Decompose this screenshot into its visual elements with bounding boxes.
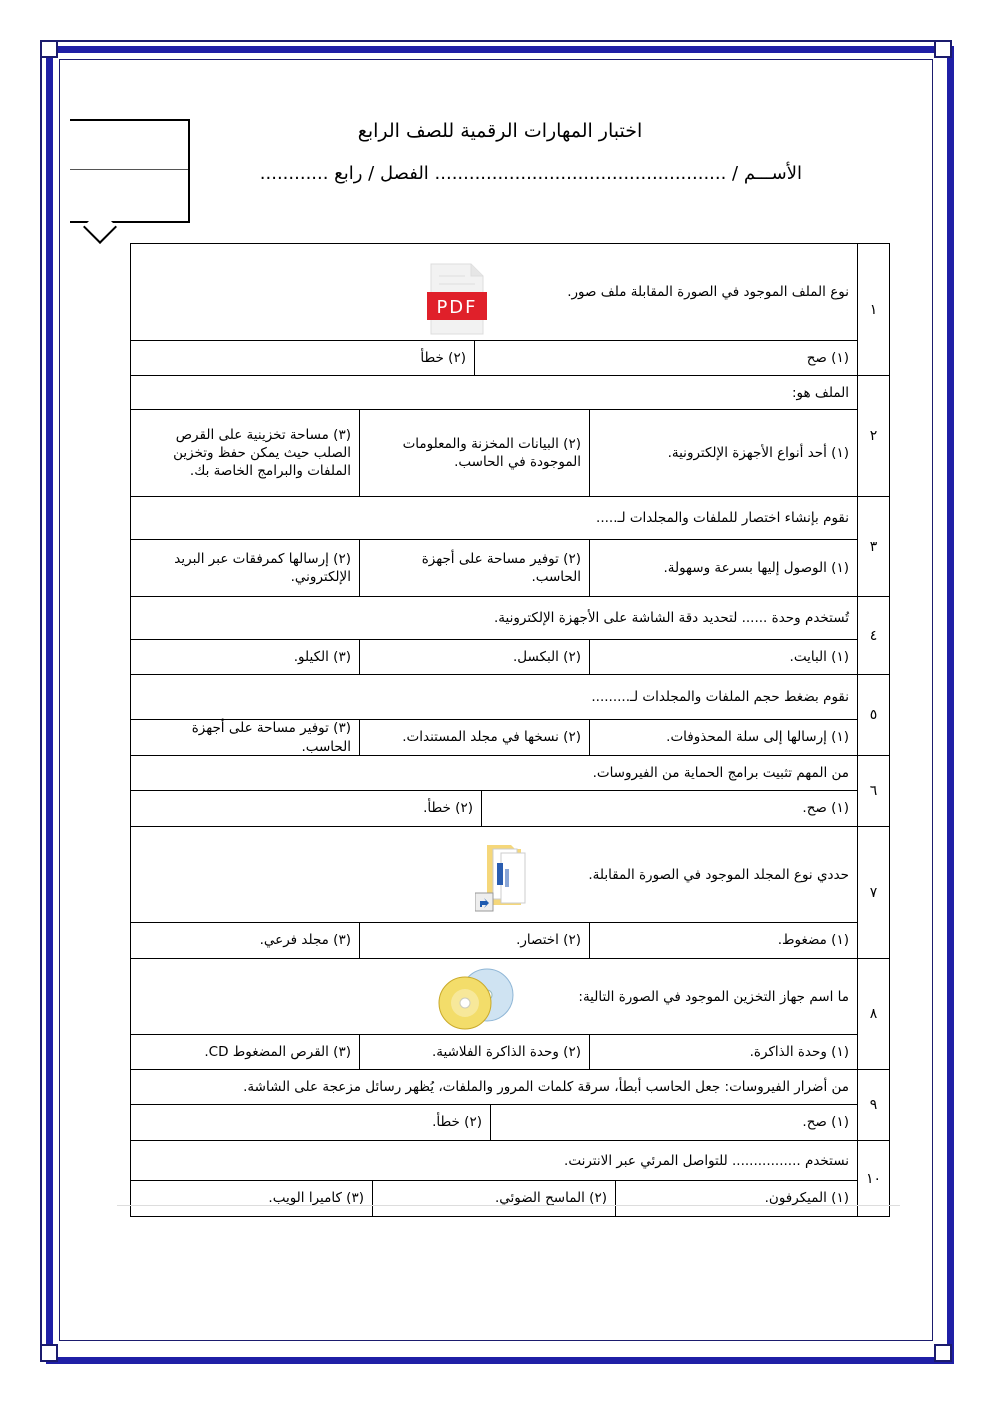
question-body [131,675,857,755]
question-text: تُستخدم وحدة ...... لتحديد دقة الشاشة على الأجهزة الإلكترونية. [494,610,849,626]
question-number: ٣ [857,497,889,596]
answer-option[interactable]: (١) البايت. [589,640,857,674]
question-number: ٨ [857,959,889,1069]
question-text-cell [131,244,857,341]
answer-option[interactable]: (٢) البكسل. [359,640,589,674]
question-text-cell [131,597,857,640]
answer-options [131,1105,857,1140]
question-text: نستخدم ................ للتواصل المرئي عبر الانترنت. [564,1152,849,1169]
answer-options [131,923,857,958]
question-text: الملف هو: [791,384,849,401]
answer-options [131,1181,857,1216]
question-text: من المهم تثبيت برامج الحماية من الفيروسات. [592,765,849,781]
question-number: ٧ [857,827,889,958]
footer-divider [117,1205,900,1206]
answer-options [131,640,857,674]
answer-options [131,341,857,375]
question-row [131,756,889,827]
question-text-cell [131,1141,857,1181]
question-text-cell [131,675,857,720]
answer-options [131,1035,857,1069]
question-text: نقوم بضغط حجم الملفات والمجلدات لـ......... [591,689,849,705]
question-text-cell [131,756,857,791]
question-text: نقوم بإنشاء اختصار للملفات والمجلدات لـ..... [596,510,849,526]
pdf-file-icon [431,262,487,334]
answer-option[interactable]: (٢) توفير مساحة على أجهزة الحاسب. [359,540,589,596]
answer-options [131,410,857,496]
question-body [131,1070,857,1140]
answer-option[interactable]: (١) أحد أنواع الأجهزة الإلكترونية. [589,410,857,496]
answer-option[interactable]: (١) الوصول إليها بسرعة وسهولة. [589,540,857,596]
cd-disc-icon [461,967,517,1039]
answer-option[interactable]: (٢) البيانات المخزنة والمعلومات الموجودة في الحاسب. [359,410,589,496]
answer-option[interactable]: (١) وحدة الذاكرة. [589,1035,857,1069]
question-number: ٥ [857,675,889,755]
student-name-class-line: الأســـم / ................................................... الفصل / رابع ............ [259,163,802,184]
shortcut-folder-icon [479,841,535,913]
question-body [131,756,857,826]
question-text-cell [131,827,857,923]
answer-options [131,540,857,596]
answer-options [131,791,857,826]
question-number: ٢ [857,376,889,496]
question-row [131,1070,889,1141]
answer-option[interactable]: (٣) القرص المضغوط CD. [204,1043,351,1060]
border-corner [40,1344,58,1362]
question-text-cell [131,959,857,1035]
question-row [131,244,889,376]
question-text: من أضرار الفيروسات: جعل الحاسب أبطأ، سرقة كلمات المرور والملفات، يُظهر رسائل مزعجة على الشاشة. [243,1079,849,1095]
question-row [131,497,889,597]
question-body [131,959,857,1069]
answer-option[interactable]: (٣) كاميرا الويب. [268,1190,364,1207]
question-number: ٤ [857,597,889,674]
question-number: ١٠ [857,1141,889,1216]
question-text-cell [131,376,857,410]
answer-option[interactable]: (٢) نسخها في مجلد المستندات. [359,720,589,755]
question-body [131,244,857,375]
exam-title: اختبار المهارات الرقمية للصف الرابع [357,120,643,142]
answer-option[interactable]: (٢) خطأ [420,349,466,366]
question-text: ما اسم جهاز التخزين الموجود في الصورة التالية: [578,988,849,1005]
question-text: نوع الملف الموجود في الصورة المقابلة ملف صور. [567,284,849,300]
question-row [131,827,889,959]
answer-option[interactable]: (٣) الكيلو. [293,648,351,665]
grade-box [70,119,190,223]
question-text: حددي نوع المجلد الموجود في الصورة المقابلة. [588,866,849,883]
answer-option[interactable]: (٢) خطأ. [432,1114,482,1131]
border-corner [934,40,952,58]
answer-option[interactable]: (١) الميكرفون. [615,1181,857,1216]
questions-table [130,243,890,1217]
answer-option[interactable]: (١) مضغوط. [589,923,857,958]
question-body [131,497,857,596]
question-body [131,376,857,496]
question-number: ٩ [857,1070,889,1140]
question-row [131,675,889,756]
question-body [131,827,857,958]
answer-option[interactable]: (٢) وحدة الذاكرة الفلاشية. [359,1035,589,1069]
question-row [131,959,889,1070]
pdf-label: PDF [436,297,478,318]
question-text-cell [131,1070,857,1105]
answer-option[interactable]: (٣) مجلد فرعي. [259,932,351,949]
answer-option[interactable]: (٢) إرسالها كمرفقات عبر البريد الإلكتروني. [174,550,351,585]
question-text-cell [131,497,857,540]
answer-option[interactable]: (١) صح. [481,791,857,826]
answer-option[interactable]: (٣) مساحة تخزينية على القرص الصلب حيث يمكن حفظ وتخزين الملفات والبرامج الخاصة بك. [173,426,351,480]
answer-option[interactable]: (٢) خطأ. [423,800,473,817]
answer-option[interactable]: (١) صح. [490,1105,857,1140]
question-number: ٦ [857,756,889,826]
answer-option[interactable]: (١) إرسالها إلى سلة المحذوفات. [589,720,857,755]
question-row [131,597,889,675]
answer-option[interactable]: (٣) توفير مساحة على أجهزة الحاسب. [191,720,351,755]
answer-option[interactable]: (٢) الماسح الضوئي. [372,1181,615,1216]
answer-options [131,720,857,755]
answer-option[interactable]: (٢) اختصار. [359,923,589,958]
question-body [131,597,857,674]
question-number: ١ [857,244,889,375]
answer-option[interactable]: (١) صح [474,341,857,375]
border-corner [40,40,58,58]
border-corner [934,1344,952,1362]
question-row [131,376,889,497]
